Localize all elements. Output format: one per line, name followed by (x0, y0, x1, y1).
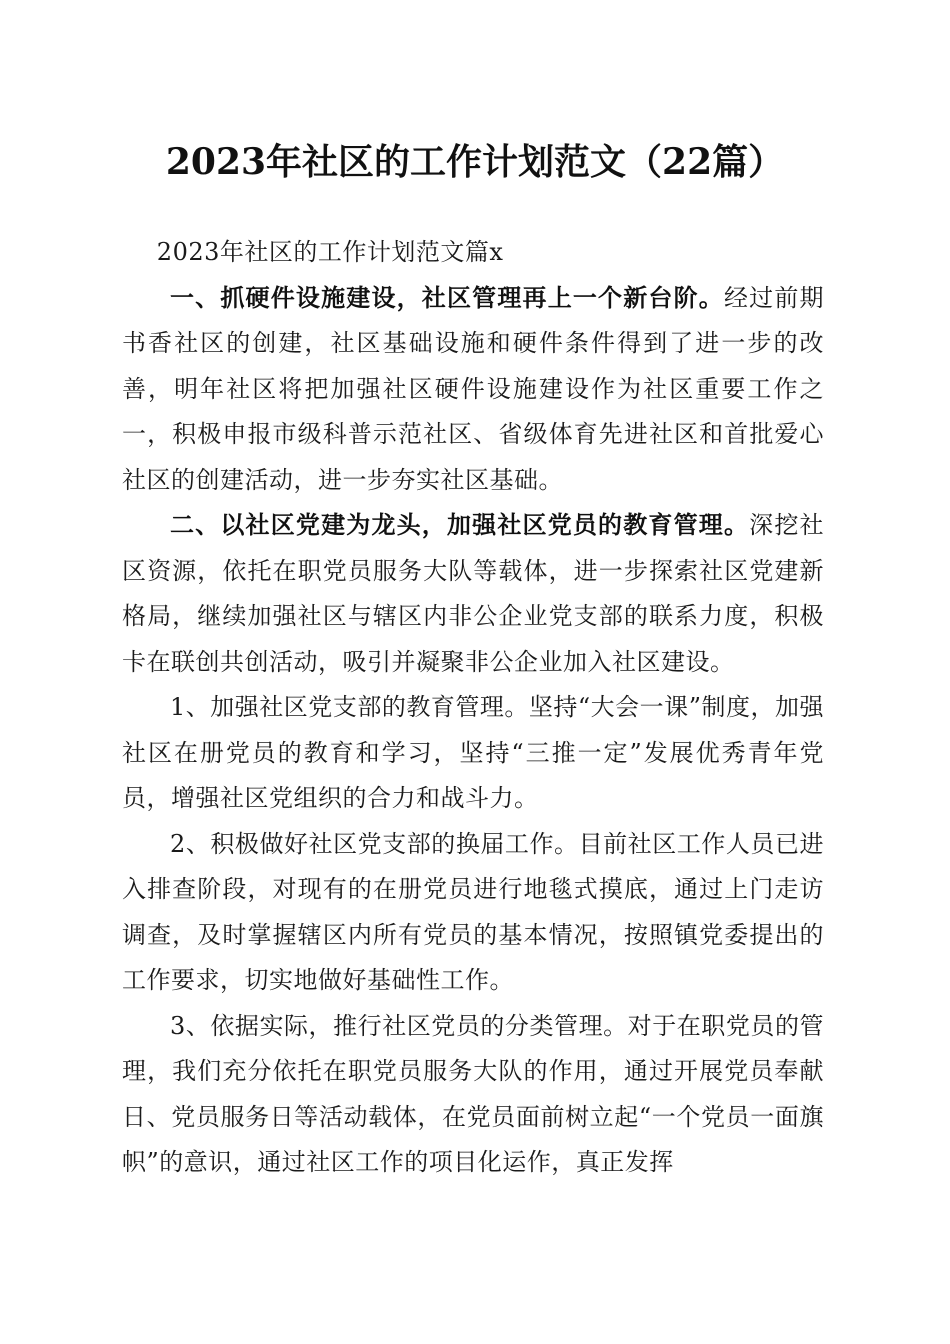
paragraph-text: 经过前期书香社区的创建，社区基础设施和硬件条件得到了进一步的改善，明年社区将把加强社区硬件设施建设作为社区重要工作之一，积极申报市级科普示范社区、省级体育先进社区和首批爱心社区的创建活动，进一步夯实社区基础。 (122, 283, 825, 494)
paragraph-2 (122, 503, 824, 685)
paragraph-1 (122, 276, 824, 504)
document-title: 2023年社区的工作计划范文（22篇） (165, 141, 785, 183)
paragraph-5 (122, 1004, 824, 1186)
paragraph-lead: 二、以社区党建为龙头，加强社区党员的教育管理。 (170, 511, 750, 539)
paragraph-text: 3、依据实际，推行社区党员的分类管理。对于在职党员的管理，我们充分依托在职党员服务大队的作用，通过开展党员奉献日、党员服务日等活动载体，在党员面前树立起“一个党员一面旗帜”的意识，通过社区工作的项目化运作，真正发挥 (122, 1011, 824, 1176)
section-subtitle: 2023年社区的工作计划范文篇x (156, 238, 504, 266)
paragraph-text: 1、加强社区党支部的教育管理。坚持“大会一课”制度，加强社区在册党员的教育和学习，坚持“三推一定”发展优秀青年党员，增强社区党组织的合力和战斗力。 (122, 693, 824, 812)
paragraph-lead: 一、抓硬件设施建设，社区管理再上一个新台阶。 (170, 283, 724, 312)
paragraph-text: 2、积极做好社区党支部的换届工作。目前社区工作人员已进入排查阶段，对现有的在册党员进行地毯式摸底，通过上门走访调查，及时掌握辖区内所有党员的基本情况，按照镇党委提出的工作要求，切实地做好基础性工作。 (122, 829, 824, 994)
paragraph-4 (122, 822, 824, 1004)
paragraph-3 (122, 685, 824, 822)
paragraph-text: 深挖社区资源，依托在职党员服务大队等载体，进一步探索社区党建新格局，继续加强社区与辖区内非公企业党支部的联系力度，积极卡在联创共创活动，吸引并凝聚非公企业加入社区建设。 (122, 511, 825, 676)
document-body (122, 230, 824, 1186)
